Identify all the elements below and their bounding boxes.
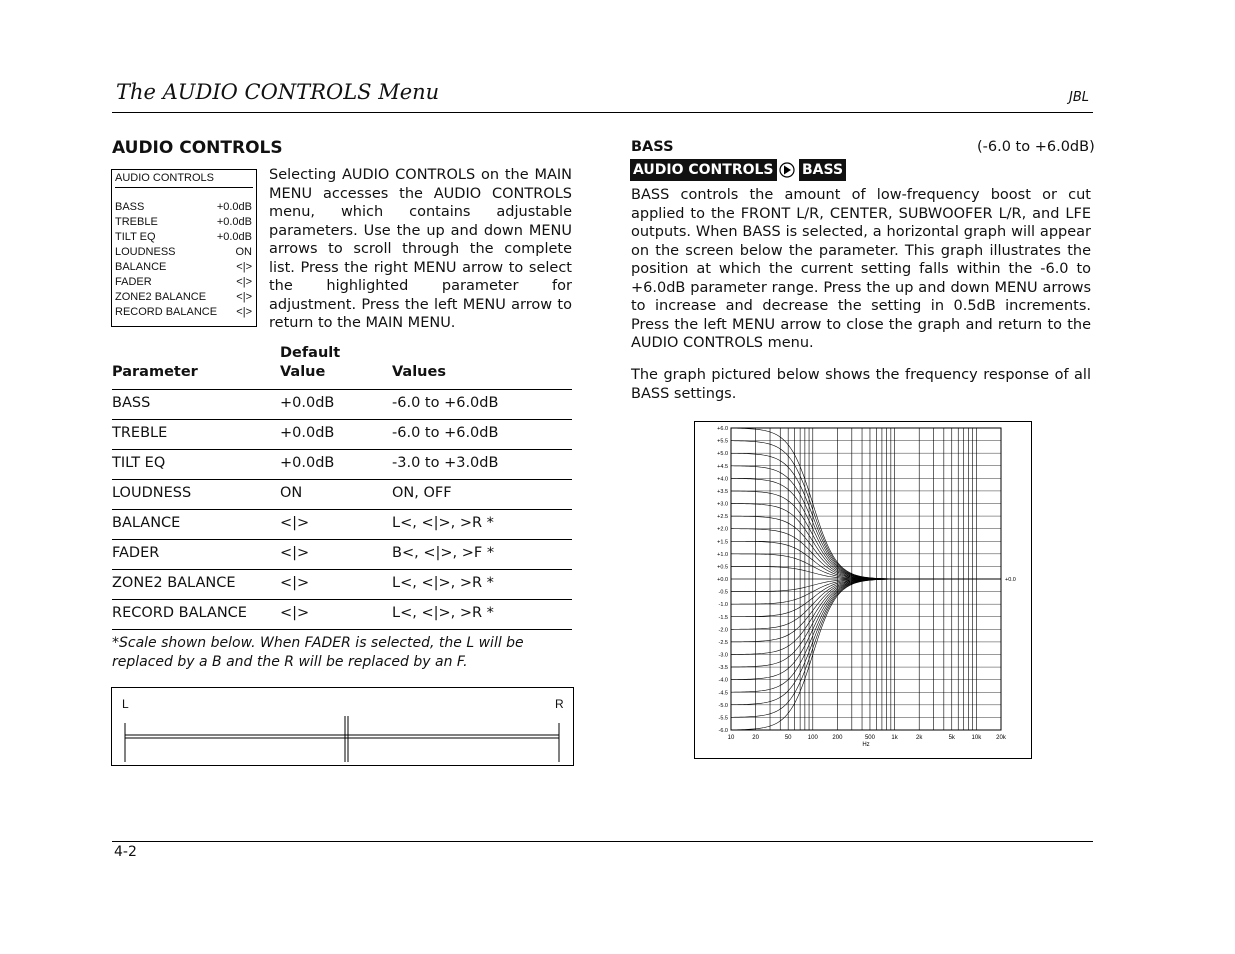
y-tick-label: -1.0 xyxy=(718,602,728,609)
table-rule xyxy=(112,479,572,480)
arrow-right-icon xyxy=(779,161,795,179)
table-rule xyxy=(112,449,572,450)
menu-row-label: BASS xyxy=(115,201,145,213)
bass-shelf-curve xyxy=(731,441,1001,579)
y-tick-label: +6.0 xyxy=(717,426,728,432)
cell-values: -6.0 to +6.0dB xyxy=(392,425,499,441)
y-tick-label: +4.5 xyxy=(717,463,728,470)
frequency-response-chart xyxy=(695,422,1031,758)
menu-row xyxy=(115,276,252,288)
table-rule xyxy=(112,419,572,420)
cell-default: +0.0dB xyxy=(280,455,335,471)
bass-shelf-curve xyxy=(731,579,1001,642)
y-tick-label: +5.5 xyxy=(717,438,728,445)
y-tick-label: -0.5 xyxy=(718,589,728,596)
cell-parameter: RECORD BALANCE xyxy=(112,605,247,621)
cell-values: -3.0 to +3.0dB xyxy=(392,455,499,471)
x-tick-label: 10 xyxy=(727,735,735,741)
table-rule xyxy=(112,509,572,510)
cell-values: L<, <|>, >R * xyxy=(392,575,494,591)
y-tick-label: -1.5 xyxy=(718,614,728,621)
brand-label: JBL xyxy=(1069,90,1089,105)
y-tick-label: +3.0 xyxy=(717,501,728,508)
bass-frequency-response-graph xyxy=(694,421,1032,759)
y-tick-label: -5.0 xyxy=(718,702,728,709)
menu-row-value: +0.0dB xyxy=(216,201,252,213)
cell-default: +0.0dB xyxy=(280,395,335,411)
menu-row-label: ZONE2 BALANCE xyxy=(115,291,207,303)
y-tick-label: +1.0 xyxy=(717,551,728,558)
x-tick-label: 500 xyxy=(864,735,875,741)
y-tick-label: -6.0 xyxy=(718,728,728,734)
menu-row-label: TREBLE xyxy=(115,216,158,228)
table-rule xyxy=(112,539,572,540)
y-tick-label: -4.0 xyxy=(718,677,728,684)
bass-shelf-curve xyxy=(731,541,1001,579)
cell-values: B<, <|>, >F * xyxy=(392,545,495,561)
cell-default: +0.0dB xyxy=(280,425,335,441)
y-tick-label: -4.5 xyxy=(718,690,728,697)
cell-parameter: LOUDNESS xyxy=(112,485,192,501)
y-tick-label: +0.5 xyxy=(717,564,728,571)
section-title: AUDIO CONTROLS xyxy=(112,138,283,158)
x-tick-label: 10k xyxy=(971,735,982,741)
y-tick-label: +2.0 xyxy=(717,526,728,533)
y-tick-label: +3.5 xyxy=(717,488,728,495)
cell-values: -6.0 to +6.0dB xyxy=(392,395,499,411)
zero-annotation: +0.0 xyxy=(1005,577,1016,583)
graph-intro: The graph pictured below shows the frequency response of all BASS settings. xyxy=(631,367,1091,402)
menu-row-label: RECORD BALANCE xyxy=(115,306,218,318)
x-axis-label: Hz xyxy=(862,742,870,748)
menu-row-label: FADER xyxy=(115,276,152,288)
menu-row-value: <|> xyxy=(236,306,252,318)
cell-parameter: BALANCE xyxy=(112,515,181,531)
breadcrumb-audio-controls: AUDIO CONTROLS xyxy=(630,159,777,181)
bass-description: BASS controls the amount of low-frequency boost or cut applied to the FRONT L/R, CENTER, SUBWOOFER L/R, and LFE outputs. When BASS is selected, a horizontal graph will appear on the screen below the parameter. This graph illustrates the position at which the current setting falls within the -6.0 to +6.0dB parameter range. Press the up and down MENU arrows to increase and decrease the setting in 0.5dB increments. Press the left MENU arrow to close the graph and return to the AUDIO CONTROLS menu. xyxy=(631,187,1091,351)
bass-shelf-curve xyxy=(731,579,1001,692)
page-header-title: The AUDIO CONTROLS Menu xyxy=(116,80,440,104)
cell-values: L<, <|>, >R * xyxy=(392,515,494,531)
cell-default: <|> xyxy=(280,515,310,531)
menu-row-value: <|> xyxy=(236,291,252,303)
cell-default: <|> xyxy=(280,545,310,561)
cell-default: <|> xyxy=(280,575,310,591)
cell-values: L<, <|>, >R * xyxy=(392,605,494,621)
bass-heading: BASS xyxy=(631,139,674,155)
menu-row-label: BALANCE xyxy=(115,261,167,273)
y-tick-label: -2.5 xyxy=(718,639,728,646)
audio-controls-menu-screen xyxy=(111,169,257,327)
bass-range: (-6.0 to +6.0dB) xyxy=(977,139,1095,155)
table-rule xyxy=(112,389,572,390)
cell-parameter: ZONE2 BALANCE xyxy=(112,575,236,591)
bass-shelf-curve xyxy=(731,579,1001,617)
cell-values: ON, OFF xyxy=(392,485,452,501)
menu-row xyxy=(115,291,252,303)
menu-row xyxy=(115,261,252,273)
page-number: 4-2 xyxy=(114,844,137,860)
y-tick-label: +4.0 xyxy=(717,476,728,483)
balance-scale xyxy=(111,687,574,766)
balance-scale-graphic xyxy=(112,688,573,765)
x-tick-label: 50 xyxy=(784,735,792,741)
bass-shelf-curve xyxy=(731,579,1001,717)
scale-footnote: *Scale shown below. When FADER is selected, the L will be replaced by a B and the R will be replaced by an F. xyxy=(112,635,524,670)
y-tick-label: +2.5 xyxy=(717,514,728,521)
header-rule xyxy=(112,112,1093,113)
x-tick-label: 200 xyxy=(832,735,843,741)
table-rule xyxy=(112,569,572,570)
breadcrumb-bass: BASS xyxy=(799,159,846,181)
menu-title: AUDIO CONTROLS xyxy=(115,172,215,184)
y-tick-label: -2.0 xyxy=(718,627,728,634)
x-tick-label: 1k xyxy=(891,735,898,741)
menu-row-value: +0.0dB xyxy=(216,231,252,243)
y-tick-label: +5.0 xyxy=(717,451,728,458)
cell-default: ON xyxy=(280,485,303,501)
menu-row xyxy=(115,246,252,258)
y-tick-label: -3.5 xyxy=(718,665,728,672)
menu-row xyxy=(115,216,252,228)
y-tick-label: +1.5 xyxy=(717,539,728,546)
col-header-default-line1: Default xyxy=(280,345,341,361)
y-tick-label: +0.0 xyxy=(717,577,728,583)
menu-row-label: TILT EQ xyxy=(115,231,156,243)
table-rule xyxy=(112,629,572,630)
table-rule xyxy=(112,599,572,600)
menu-divider xyxy=(115,187,253,188)
menu-row-value: <|> xyxy=(236,276,252,288)
col-header-default-line2: Value xyxy=(280,364,326,380)
cell-parameter: TILT EQ xyxy=(112,455,166,471)
x-tick-label: 2k xyxy=(916,735,923,741)
menu-row xyxy=(115,201,252,213)
menu-row-value: <|> xyxy=(236,261,252,273)
col-header-values: Values xyxy=(392,364,446,380)
menu-row-value: +0.0dB xyxy=(216,216,252,228)
menu-row xyxy=(115,306,252,318)
y-tick-label: -5.5 xyxy=(718,715,728,722)
scale-left-label: L xyxy=(122,697,129,711)
x-tick-label: 20k xyxy=(996,735,1006,741)
x-tick-label: 20 xyxy=(752,735,759,741)
cell-parameter: BASS xyxy=(112,395,151,411)
col-header-parameter: Parameter xyxy=(112,364,198,380)
bass-shelf-curve xyxy=(731,466,1001,579)
bass-shelf-curve xyxy=(731,491,1001,579)
bass-shelf-curve xyxy=(731,516,1001,579)
cell-parameter: FADER xyxy=(112,545,160,561)
x-tick-label: 5k xyxy=(948,735,955,741)
footer-rule xyxy=(112,841,1093,842)
menu-row-value: ON xyxy=(235,246,252,258)
intro-paragraph: Selecting AUDIO CONTROLS on the MAIN MENU accesses the AUDIO CONTROLS menu, which contains adjustable parameters. Use the up and down MENU arrows to scroll through the complete list. Press the right MENU arrow to select the highlighted parameter for adjustment. Press the left MENU arrow to return to the MAIN MENU. xyxy=(269,167,572,331)
bass-shelf-curve xyxy=(731,579,1001,667)
cell-default: <|> xyxy=(280,605,310,621)
x-tick-label: 100 xyxy=(807,735,818,741)
y-tick-label: -3.0 xyxy=(718,652,728,659)
scale-right-label: R xyxy=(555,697,564,711)
cell-parameter: TREBLE xyxy=(112,425,168,441)
menu-row xyxy=(115,231,252,243)
menu-row-label: LOUDNESS xyxy=(115,246,176,258)
